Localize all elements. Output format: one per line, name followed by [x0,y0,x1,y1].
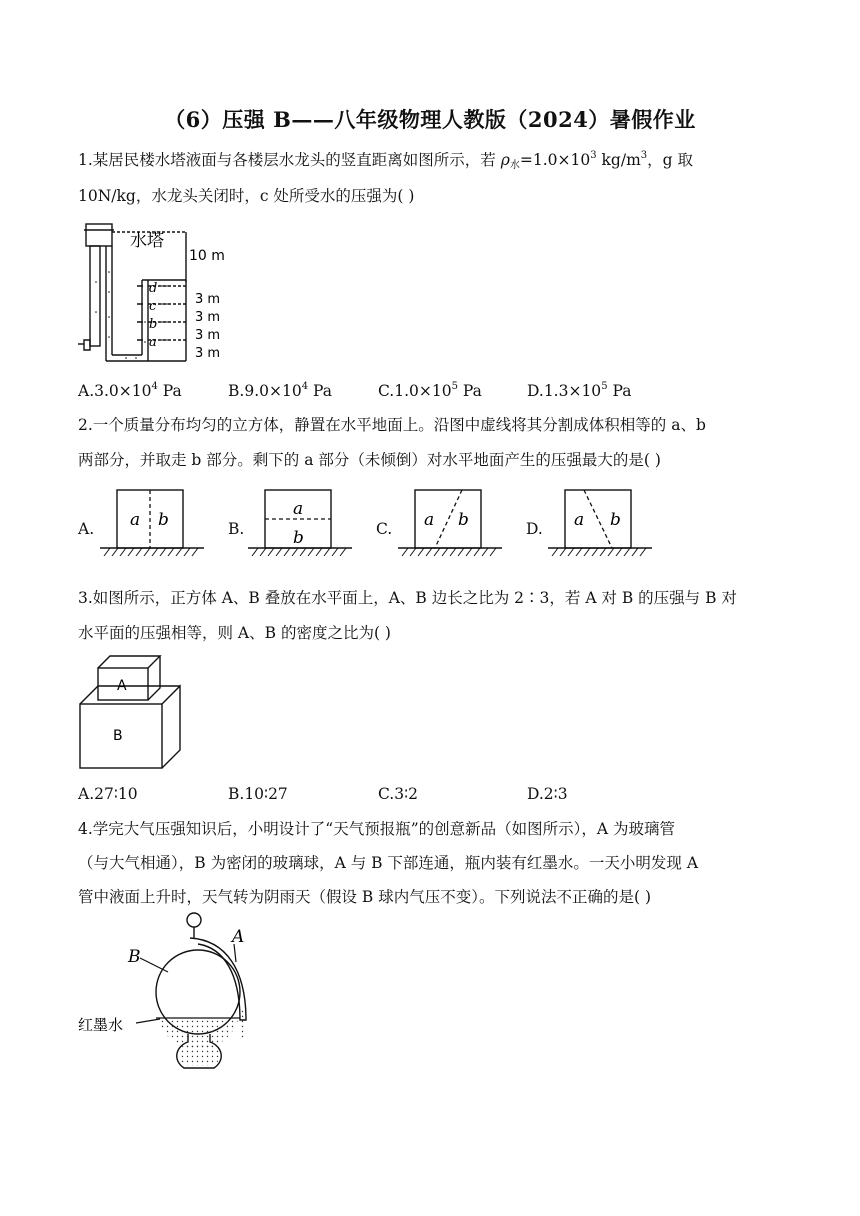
q2-line2: 两部分，并取走 b 部分。剩下的 a 部分（未倾倒）对水平地面产生的压强最大的是( ) [78,451,661,469]
q1-option-a[interactable]: $A.3.0\times 10^4$ Pa [78,381,182,400]
page-title: （6）压强 B——八年级物理人教版（2024）暑假作业 [164,107,696,132]
q1-rho-sub: 水 [509,160,520,171]
q1-line1-pre: 1.某居民楼水塔液面与各楼层水龙头的竖直距离如图所示，若 [78,151,496,169]
q1-tap-d: d [149,281,158,296]
q1-rho-exp: 3 [590,150,597,161]
q2-d-part-a: a [574,510,585,530]
q2-fig-label-a[interactable]: A. [78,520,95,538]
q2-a-part-b: b [158,510,169,530]
q2-line1: 2.一个质量分布均匀的立方体，静置在水平地面上。沿图中虚线将其分割成体积相等的 a、b [78,416,706,434]
q1-floor-distance-2: 3 m [195,310,221,325]
q1-tap-c: c [149,299,157,314]
q2-cube-a-figure[interactable] [98,488,208,564]
q4-label-ink: 红墨水 [78,1016,124,1034]
q3-cube-b-label: B [113,728,123,744]
q1-floor-distance-3: 3 m [195,328,221,343]
q3-cube-a-label: A [117,678,127,694]
q1-option-d[interactable]: $D.1.3\times 10^5$ Pa [527,381,632,400]
q1-line1 [78,150,693,170]
q2-fig-label-b[interactable]: B. [228,520,245,538]
q1-top-distance: 10 m [189,248,225,264]
q3-option-d[interactable]: D.2∶3 [527,785,568,803]
q3-option-c[interactable]: C.3∶2 [378,785,418,803]
q2-cube-d-figure[interactable] [546,488,656,564]
q1-option-b[interactable]: $B.9.0\times 10^4$ Pa [228,381,332,400]
q1-tower-label: 水塔 [130,231,164,251]
q2-a-part-a: a [130,510,141,530]
q1-water-tower-figure [76,222,256,367]
q2-d-part-b: b [610,510,621,530]
q2-fig-label-d[interactable]: D. [526,520,543,538]
q2-cube-b-figure[interactable] [246,488,356,564]
q1-rho-unit-exp: 3 [640,150,648,161]
q4-line1: 4.学完大气压强知识后，小明设计了“天气预报瓶”的创意新品（如图所示），A 为玻璃管 [78,820,676,838]
q4-label-a: A [232,927,245,947]
q3-option-a[interactable]: A.27∶10 [78,785,138,803]
q1-rho-unit: kg/m [601,151,641,169]
q1-tap-a: a [149,335,157,350]
q2-b-part-b: b [293,528,304,548]
q4-line3: 管中液面上升时，天气转为阴雨天（假设 B 球内气压不变）。下列说法不正确的是( ) [78,888,652,906]
q1-rho-eq: =1.0×10 [519,151,591,169]
q3-line1: 3.如图所示，正方体 A、B 叠放在水平面上，A、B 边长之比为 2∶3，若 A 对 B 的压强与 B 对 [78,589,737,607]
q3-line2: 水平面的压强相等，则 A、B 的密度之比为( ) [78,624,391,642]
q1-option-c[interactable]: $C.1.0\times 10^5$ Pa [378,381,482,400]
q2-b-part-a: a [293,499,304,519]
q2-cube-c-figure[interactable] [396,488,506,564]
q1-floor-distance-4: 3 m [195,346,221,361]
q2-c-part-a: a [424,510,435,530]
q1-tap-b: b [149,317,158,332]
q4-line2: （与大气相通），B 为密闭的玻璃球，A 与 B 下部连通，瓶内装有红墨水。一天小明发现 A [78,854,699,872]
q4-label-b: B [128,947,141,967]
q3-stacked-cubes-figure [78,654,188,770]
q2-fig-label-c[interactable]: C. [376,520,393,538]
q1-rho-symbol: ρ [500,151,510,169]
q2-c-part-b: b [458,510,469,530]
q1-floor-distance-1: 3 m [195,292,221,307]
q1-line2: 10N/kg，水龙头关闭时，c 处所受水的压强为( ) [78,187,415,205]
q3-option-b[interactable]: B.10∶27 [228,785,288,803]
q1-line1-post: ，g 取 [647,151,693,169]
q4-weather-bottle-figure [76,910,276,1080]
